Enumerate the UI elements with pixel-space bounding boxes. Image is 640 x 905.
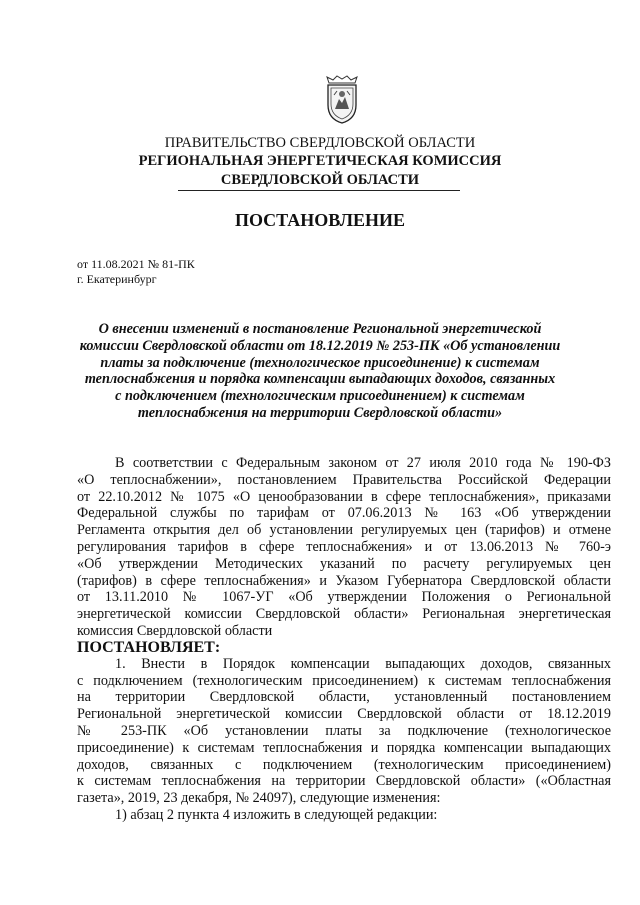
subject-line: О внесении изменений в постановление Региональной энергетической — [98, 321, 542, 337]
item1-line: 1. Внести в Порядок компенсации выпадающих доходов, связанных — [115, 655, 611, 672]
document-body — [77, 455, 611, 824]
subject-line: комиссии Свердловской области от 18.12.2019 № 253-ПК «Об установлении — [79, 337, 561, 354]
item1-line: присоединение) к системам теплоснабжения и порядка компенсации выпадающих — [77, 739, 611, 756]
item1-line: Региональной энергетической комиссии Свердловской области от 18.12.2019 — [77, 706, 611, 723]
item1-line: к системам теплоснабжения на территории Свердловской области» («Областная — [77, 773, 611, 790]
preamble-line: «О теплоснабжении», постановлением Правительства Российской Федерации — [77, 471, 611, 488]
document-title: ПОСТАНОВЛЕНИЕ — [234, 210, 406, 230]
subject-line: платы за подключение (технологическое присоединение) к системам — [100, 354, 540, 371]
subject-line: теплоснабжения на территории Свердловской области» — [137, 404, 503, 421]
preamble-line: от 22.10.2012 № 1075 «О ценообразовании в сфере теплоснабжения», приказами — [77, 488, 611, 505]
preamble-line: В соответствии с Федеральным законом от 27 июля 2010 года № 190-ФЗ — [115, 455, 611, 471]
preamble-line: энергетической комиссии Свердловской области» Региональная энергетическая — [77, 606, 611, 623]
document-city: г. Екатеринбург — [77, 272, 157, 286]
preamble-line: от 13.11.2010 № 1067-УГ «Об утверждении Положения о Региональной — [77, 589, 611, 606]
government-name: ПРАВИТЕЛЬСТВО СВЕРДЛОВСКОЙ ОБЛАСТИ — [164, 135, 476, 151]
header-divider — [178, 190, 460, 191]
item1-line: № 253-ПК «Об установлении платы за подключение (технологическое — [77, 722, 611, 739]
preamble-line: «Об утверждении Методических указаний по расчету регулируемых цен — [77, 555, 611, 572]
subitem1-line: 1) абзац 2 пункта 4 изложить в следующей редакции: — [115, 806, 438, 823]
resolves-heading: ПОСТАНОВЛЯЕТ: — [77, 638, 221, 656]
subject-line: теплоснабжения и порядка компенсации выпадающих доходов, связанных — [84, 371, 556, 388]
preamble-line: (тарифов) в сфере теплоснабжения» и Указом Губернатора Свердловской области — [77, 572, 611, 589]
preamble-line: Регламента открытия дел об установлении регулируемых цен (тарифов) и отмене — [77, 522, 611, 539]
item1-line: с подключением (технологическим присоединением) к системам теплоснабжения — [77, 672, 611, 689]
preamble-line: комиссия Свердловской области — [77, 622, 273, 639]
item1-line: доходов, связанных с подключением (технологическим присоединением) — [77, 756, 611, 773]
subject-line: с подключением (технологическим присоединением) к системам — [115, 388, 525, 405]
preamble-line: регулирования тарифов в сфере теплоснабжения» и от 13.06.2013 № 760-э — [77, 538, 611, 555]
item1-line: газета», 2019, 23 декабря, № 24097), следующие изменения: — [77, 790, 441, 807]
commission-name-line1: РЕГИОНАЛЬНАЯ ЭНЕРГЕТИЧЕСКАЯ КОМИССИЯ — [138, 153, 502, 169]
document-date-number: от 11.08.2021 № 81-ПК — [77, 257, 195, 271]
item1-line: на территории Свердловской области, установленный постановлением — [77, 689, 611, 706]
document-subject — [60, 321, 580, 422]
coat-of-arms-icon — [325, 75, 359, 125]
preamble-line: Федеральной службы по тарифам от 07.06.2013 № 163 «Об утверждении — [77, 505, 611, 522]
commission-name-line2: СВЕРДЛОВСКОЙ ОБЛАСТИ — [220, 172, 420, 188]
